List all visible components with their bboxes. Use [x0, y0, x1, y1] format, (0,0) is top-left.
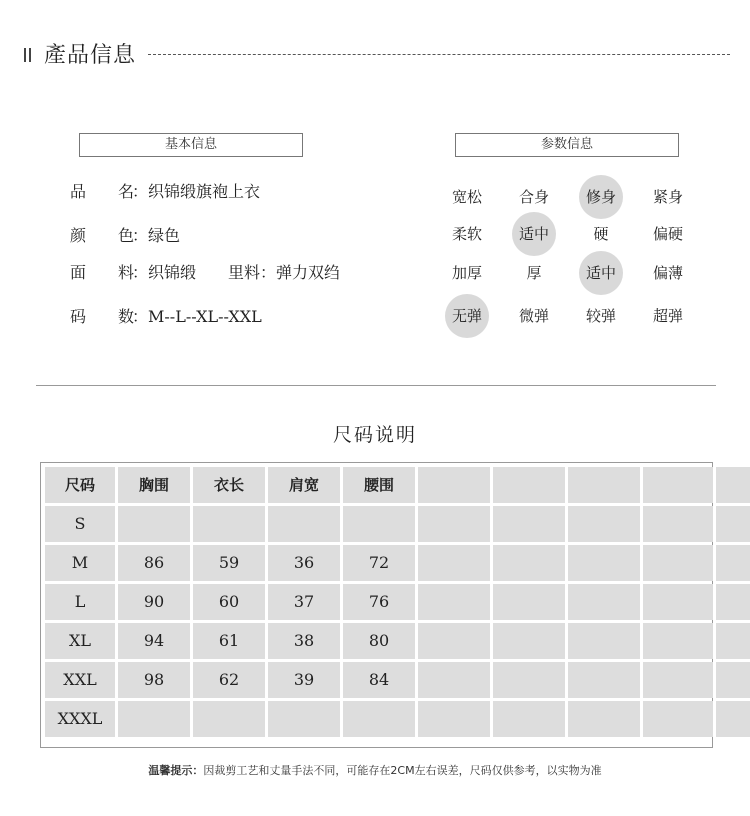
- table-cell: 90: [118, 584, 190, 620]
- info-label: 面: [70, 263, 87, 282]
- table-cell: 98: [118, 662, 190, 698]
- tip-text: 因裁剪工艺和丈量手法不同，可能存在2CM左右误差，尺码仅供参考，以实物为准: [203, 764, 602, 777]
- table-header-cell: 腰围: [343, 467, 415, 503]
- table-cell: 76: [343, 584, 415, 620]
- table-cell: XL: [45, 623, 115, 659]
- basic-info-box: 基本信息: [79, 133, 303, 157]
- table-cell: [118, 506, 190, 542]
- info-label: 数: [118, 307, 135, 326]
- table-cell: L: [45, 584, 115, 620]
- table-header-cell: [418, 467, 490, 503]
- table-cell: 60: [193, 584, 265, 620]
- table-cell: [268, 701, 340, 737]
- table-cell: [643, 506, 713, 542]
- param-option: 紧身: [652, 188, 683, 206]
- table-cell: [493, 584, 565, 620]
- table-cell: [418, 623, 490, 659]
- table-cell: [568, 506, 640, 542]
- param-option: 适中: [512, 212, 556, 256]
- info-value: ：织锦缎旗袍上衣: [132, 182, 261, 201]
- table-header-cell: 胸围: [118, 467, 190, 503]
- table-header-cell: 衣长: [193, 467, 265, 503]
- param-option: 修身: [579, 175, 623, 219]
- param-option: 较弹: [585, 307, 616, 325]
- table-cell: 36: [268, 545, 340, 581]
- info-label: 颜: [70, 226, 87, 245]
- tip-label: 温馨提示：: [148, 764, 204, 777]
- table-cell: [716, 701, 750, 737]
- table-cell: [343, 701, 415, 737]
- table-cell: 59: [193, 545, 265, 581]
- info-label: 色: [118, 226, 135, 245]
- size-table-title: 尺码说明: [332, 424, 417, 446]
- table-cell: [193, 701, 265, 737]
- table-cell: [418, 506, 490, 542]
- table-cell: [418, 584, 490, 620]
- table-cell: [568, 623, 640, 659]
- info-label: 品: [70, 182, 87, 201]
- table-cell: 39: [268, 662, 340, 698]
- table-cell: [493, 623, 565, 659]
- section-header: [24, 36, 730, 72]
- table-cell: 84: [343, 662, 415, 698]
- table-cell: 94: [118, 623, 190, 659]
- table-header-cell: 尺码: [45, 467, 115, 503]
- info-value: ：织锦缎 里料：弹力双绉: [132, 263, 341, 282]
- table-cell: XXL: [45, 662, 115, 698]
- divider: [36, 385, 716, 386]
- tip-note: [0, 762, 750, 778]
- table-cell: [568, 662, 640, 698]
- table-cell: [643, 701, 713, 737]
- table-cell: 62: [193, 662, 265, 698]
- param-option: 超弹: [652, 307, 683, 325]
- table-header-cell: 肩宽: [268, 467, 340, 503]
- table-cell: [716, 623, 750, 659]
- table-cell: S: [45, 506, 115, 542]
- table-cell: [716, 662, 750, 698]
- table-cell: [493, 506, 565, 542]
- param-option: 加厚: [451, 264, 482, 282]
- table-cell: [343, 506, 415, 542]
- table-cell: [643, 584, 713, 620]
- param-option: 硬: [593, 225, 609, 243]
- param-option: 无弹: [445, 294, 489, 338]
- info-label: 料: [118, 263, 135, 282]
- table-cell: [643, 545, 713, 581]
- size-table: [40, 462, 713, 748]
- params-info-box: 参数信息: [455, 133, 679, 157]
- table-cell: [493, 701, 565, 737]
- param-option: 偏硬: [652, 225, 683, 243]
- table-cell: [568, 584, 640, 620]
- table-cell: 80: [343, 623, 415, 659]
- table-cell: 61: [193, 623, 265, 659]
- table-cell: XXXL: [45, 701, 115, 737]
- table-cell: [716, 506, 750, 542]
- table-cell: [418, 545, 490, 581]
- param-option: 微弹: [518, 307, 549, 325]
- info-label: 名: [118, 182, 135, 201]
- table-cell: [643, 662, 713, 698]
- table-cell: [493, 545, 565, 581]
- table-cell: [493, 662, 565, 698]
- table-cell: [268, 506, 340, 542]
- info-value: ：M--L--XL--XXL: [132, 307, 262, 326]
- table-cell: [568, 701, 640, 737]
- table-cell: [643, 623, 713, 659]
- param-option: 柔软: [451, 225, 482, 243]
- table-cell: 38: [268, 623, 340, 659]
- table-cell: [418, 662, 490, 698]
- table-cell: [118, 701, 190, 737]
- table-cell: 86: [118, 545, 190, 581]
- info-label: 码: [70, 307, 87, 326]
- table-cell: 37: [268, 584, 340, 620]
- table-cell: [418, 701, 490, 737]
- table-header-cell: [493, 467, 565, 503]
- param-option: 合身: [518, 188, 549, 206]
- table-cell: 72: [343, 545, 415, 581]
- param-option: 宽松: [451, 188, 482, 206]
- param-option: 偏薄: [652, 264, 683, 282]
- section-title: 產品信息: [44, 43, 137, 68]
- table-cell: M: [45, 545, 115, 581]
- table-cell: [716, 545, 750, 581]
- table-cell: [568, 545, 640, 581]
- param-option: 适中: [579, 251, 623, 295]
- table-cell: [716, 584, 750, 620]
- header-bars-icon: [24, 48, 32, 62]
- table-header-cell: [643, 467, 713, 503]
- param-option: 厚: [526, 264, 542, 282]
- table-header-cell: [716, 467, 750, 503]
- info-value: ：绿色: [132, 226, 181, 245]
- header-dashed-line: [148, 54, 730, 55]
- table-header-cell: [568, 467, 640, 503]
- table-cell: [193, 506, 265, 542]
